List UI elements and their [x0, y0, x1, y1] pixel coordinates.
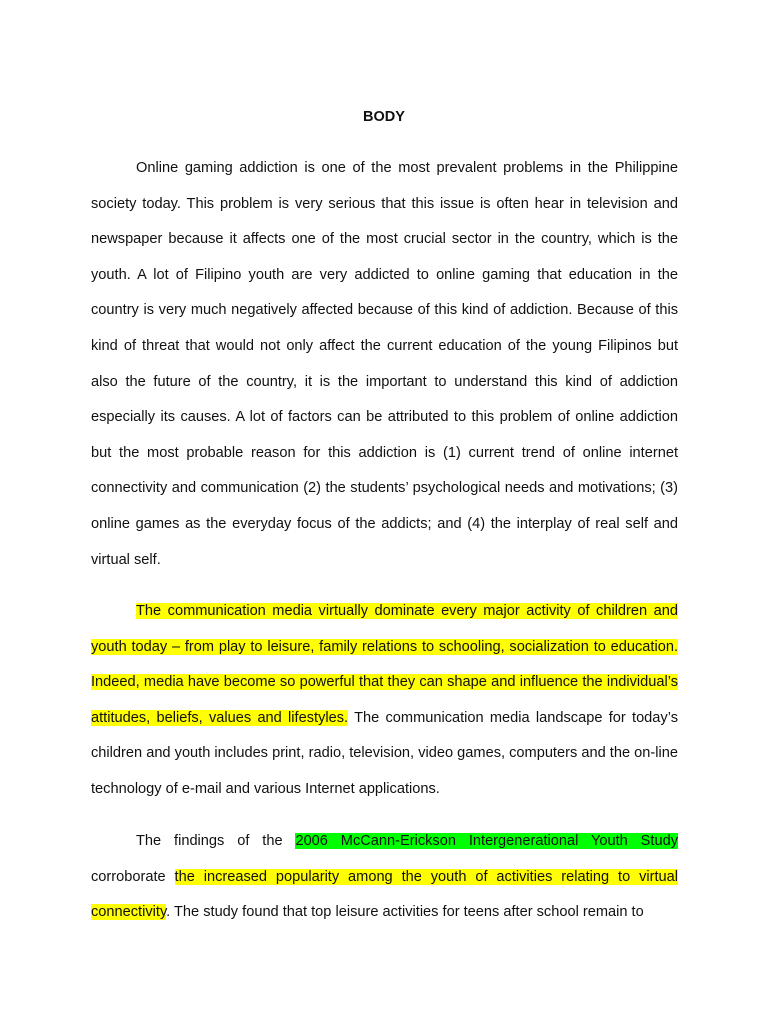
yellow-highlight-media-dominance: The communication media virtually dominate every major activity of children and youth today – from play to leisure, family relations to schooling, socialization to education. Indeed, media have become so powerful that they can shape and influence the individual’s attitudes, beliefs, values and lifestyles. [91, 603, 678, 726]
paragraph-text-media-landscape: The communication media landscape for today’s children and youth includes print, radio, television, video games, computers and the on-line technology of e-mail and various Internet applications. [91, 709, 678, 797]
paragraph-mccann-study [91, 824, 678, 931]
paragraph-text-corroborate: corroborate [91, 868, 175, 885]
section-heading: BODY [363, 109, 405, 125]
paragraph-online-gaming-addiction: Online gaming addiction is one of the most prevalent problems in the Philippine society today. This problem is very serious that this issue is often hear in television and newspaper because it affects one of the most crucial sector in the country, which is the youth. A lot of Filipino youth are very addicted to online gaming that education in the country is very much negatively affected because of this kind of addiction. Because of this kind of threat that would not only affect the current education of the young Filipinos but also the future of the country, it is the important to understand this kind of addiction especially its causes. A lot of factors can be attributed to this problem of online addiction but the most probable reason for this addiction is (1) current trend of online internet connectivity and communication (2) the students’ psychological needs and motivations; (3) online games as the everyday focus of the addicts; and (4) the interplay of real self and virtual self. [91, 160, 678, 568]
yellow-highlight-virtual-connectivity: the increased popularity among the youth of activities relating to virtual connectivity [91, 868, 679, 921]
paragraph-text-findings-intro: The findings of the [136, 833, 296, 849]
green-highlight-study-name: 2006 McCann-Erickson Intergenerational Youth Study [295, 833, 678, 849]
paragraph-text-study-found: . The study found that top leisure activities for teens after school remain to [166, 904, 644, 921]
paragraph-communication-media [91, 594, 678, 808]
